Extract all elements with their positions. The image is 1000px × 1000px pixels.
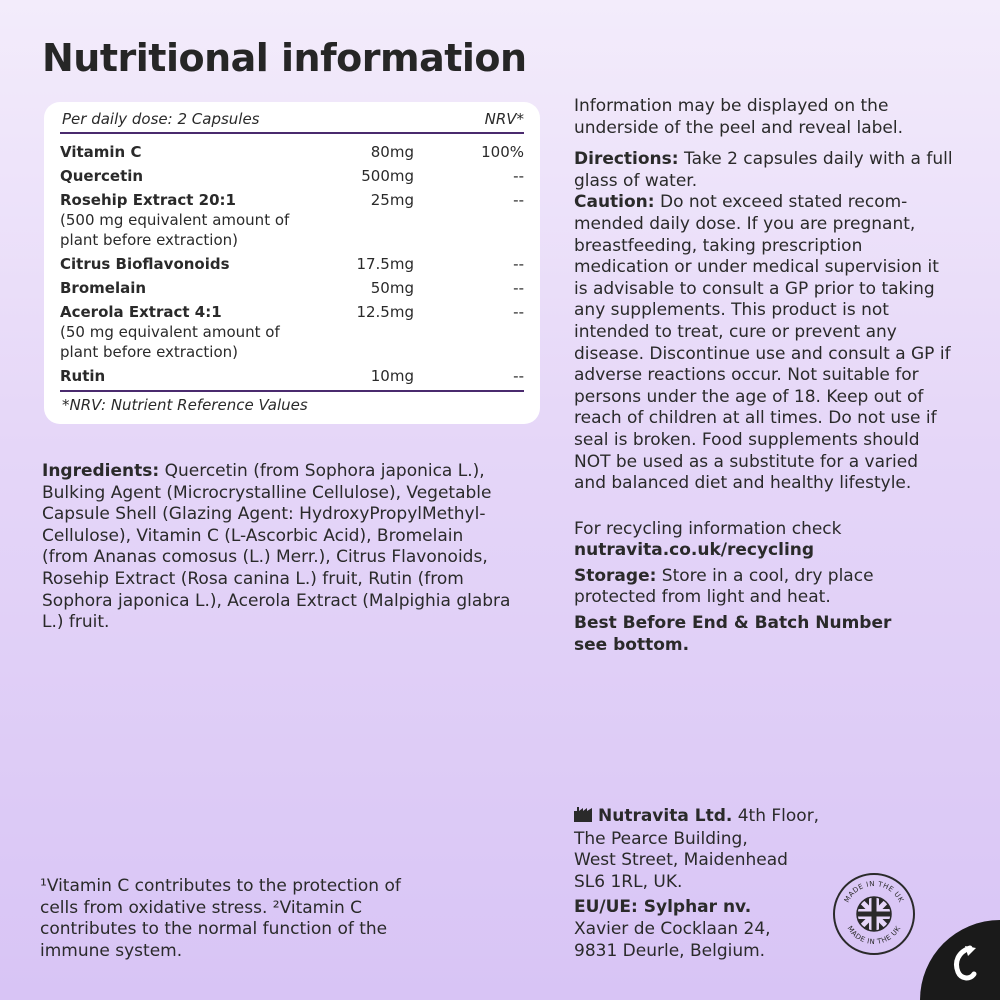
storage-label: Storage: — [574, 565, 657, 586]
caution-label: Caution: — [574, 192, 655, 213]
nutrient-label: Quercetin — [60, 167, 144, 185]
recycling — [574, 519, 954, 562]
table-row — [60, 142, 524, 162]
ingredients-text — [42, 461, 512, 634]
caution-text: Do not exceed stated recom-mended daily dose. If you are pregnant, breastfeeding, taking prescription medication or under medical supervision it is advisable to consult a GP prior to taking any supplements. This product is not intended to treat, cure or prevent any disease. Discontinue use and consult a GP if adverse reactions occur. Not suitable for persons under the age of 18. Keep out of reach of children at all times. Do not use if seal is broken. Food supplements should NOT be used as a substitute for a varied and balanced diet and healthy lifestyle. — [574, 192, 951, 494]
directions-text: Take 2 capsules daily with a full glass of water. — [574, 149, 953, 191]
table-row — [60, 278, 524, 298]
ingredients-label: Ingredients: — [42, 461, 160, 481]
table-row — [60, 366, 524, 386]
product-info — [574, 96, 954, 666]
eu-label — [574, 897, 874, 919]
best-before — [574, 613, 894, 656]
nutrient-amount: 17.5mg — [356, 255, 414, 273]
nutrient-note: (500 mg equivalent amount of plant before extraction) — [60, 211, 290, 249]
curved-arrow-icon — [948, 944, 982, 984]
nutrient-nrv: -- — [513, 303, 524, 321]
recycling-text: For recycling information check — [574, 518, 842, 539]
nutrient-nrv: -- — [513, 167, 524, 185]
nutrition-table — [44, 102, 540, 424]
eu-label-text: EU/UE: Sylphar nv. — [574, 897, 752, 918]
ingredients-body: Quercetin (from Sophora japonica L.), Bulking Agent (Microcrystalline Cellulose), Vegetable Capsule Shell (Glazing Agent: HydroxyPropylMethyl- Cellulose), Vitamin C (L-Ascorbic Acid), Bromelain (from Ananas comosus (L.) Merr.), Citrus Flavonoids, Rosehip Extract (Rosa canina L.) fruit, Rutin (from Sophora japonica L.), Acerola Extract (Malpighia glabra L.) fruit. — [42, 461, 511, 633]
nutrient-nrv: -- — [513, 191, 524, 209]
nutrient-nrv: -- — [513, 279, 524, 297]
nutrient-label: Bromelain — [60, 279, 147, 297]
address-line4: SL6 1RL, UK. — [574, 871, 683, 892]
peel-info: Information may be displayed on the underside of the peel and reveal label. — [574, 96, 903, 138]
nutrient-amount: 25mg — [370, 191, 414, 209]
address-block — [574, 806, 874, 962]
directions — [574, 149, 954, 192]
nutrient-nrv: -- — [513, 255, 524, 273]
company-name: Nutravita Ltd. — [598, 806, 733, 826]
caution — [574, 192, 954, 494]
nutrient-label: Vitamin C — [60, 143, 142, 161]
table-row — [60, 254, 524, 274]
header-nrv: NRV* — [484, 110, 524, 128]
nutrient-nrv: -- — [513, 367, 524, 385]
address-line2: The Pearce Building, — [574, 828, 748, 849]
nutrient-nrv: 100% — [481, 143, 524, 161]
nutrient-label: Acerola Extract 4:1 — [60, 303, 222, 321]
footnote: ¹Vitamin C contributes to the protection of cells from oxidative stress. ²Vitamin C contributes to the normal function of the immune system. — [40, 876, 401, 961]
nutrient-amount: 80mg — [370, 143, 414, 161]
address-line-company — [574, 806, 874, 829]
nutrient-amount: 12.5mg — [356, 303, 414, 321]
table-row — [60, 190, 524, 250]
badge-bottom-text: MADE IN THE UK — [845, 924, 903, 947]
address-line3: West Street, Maidenhead — [574, 850, 788, 871]
nutrient-amount: 50mg — [370, 279, 414, 297]
eu-line2: 9831 Deurle, Belgium. — [574, 940, 766, 961]
nutrient-name — [60, 366, 310, 386]
nutrient-note: (50 mg equivalent amount of plant before extraction) — [60, 323, 280, 361]
nutrient-amount: 10mg — [370, 367, 414, 385]
made-in-uk-badge — [832, 872, 916, 956]
nutrient-name — [60, 190, 310, 250]
nutrient-amount: 500mg — [361, 167, 414, 185]
storage — [574, 566, 954, 609]
directions-label: Directions: — [574, 149, 679, 170]
address-line1: 4th Floor, — [732, 806, 820, 826]
factory-icon — [574, 807, 592, 829]
badge-top-text: MADE IN THE UK — [842, 879, 906, 904]
page-title: Nutritional information — [42, 36, 527, 80]
storage-text: Store in a cool, dry place protected from light and heat. — [574, 565, 874, 608]
table-row — [60, 302, 524, 362]
nutrient-name — [60, 278, 310, 298]
recycling-link[interactable]: nutravita.co.uk/recycling — [574, 540, 815, 561]
nutrient-label: Rutin — [60, 367, 106, 385]
header-dose: Per daily dose: 2 Capsules — [62, 110, 260, 128]
table-header — [60, 110, 524, 134]
union-flag-icon — [854, 894, 894, 934]
table-body — [60, 134, 524, 386]
table-footer: *NRV: Nutrient Reference Values — [60, 390, 524, 414]
nutrient-label: Citrus Bioflavonoids — [60, 255, 230, 273]
nutrient-label: Rosehip Extract 20:1 — [60, 191, 236, 209]
nutrient-name — [60, 302, 310, 362]
table-row — [60, 166, 524, 186]
nutrient-name — [60, 166, 310, 186]
nutrient-name — [60, 254, 310, 274]
best-before-text: Best Before End & Batch Number see bottom. — [574, 613, 892, 655]
eu-line1: Xavier de Cocklaan 24, — [574, 918, 771, 939]
nutrient-name — [60, 142, 310, 162]
